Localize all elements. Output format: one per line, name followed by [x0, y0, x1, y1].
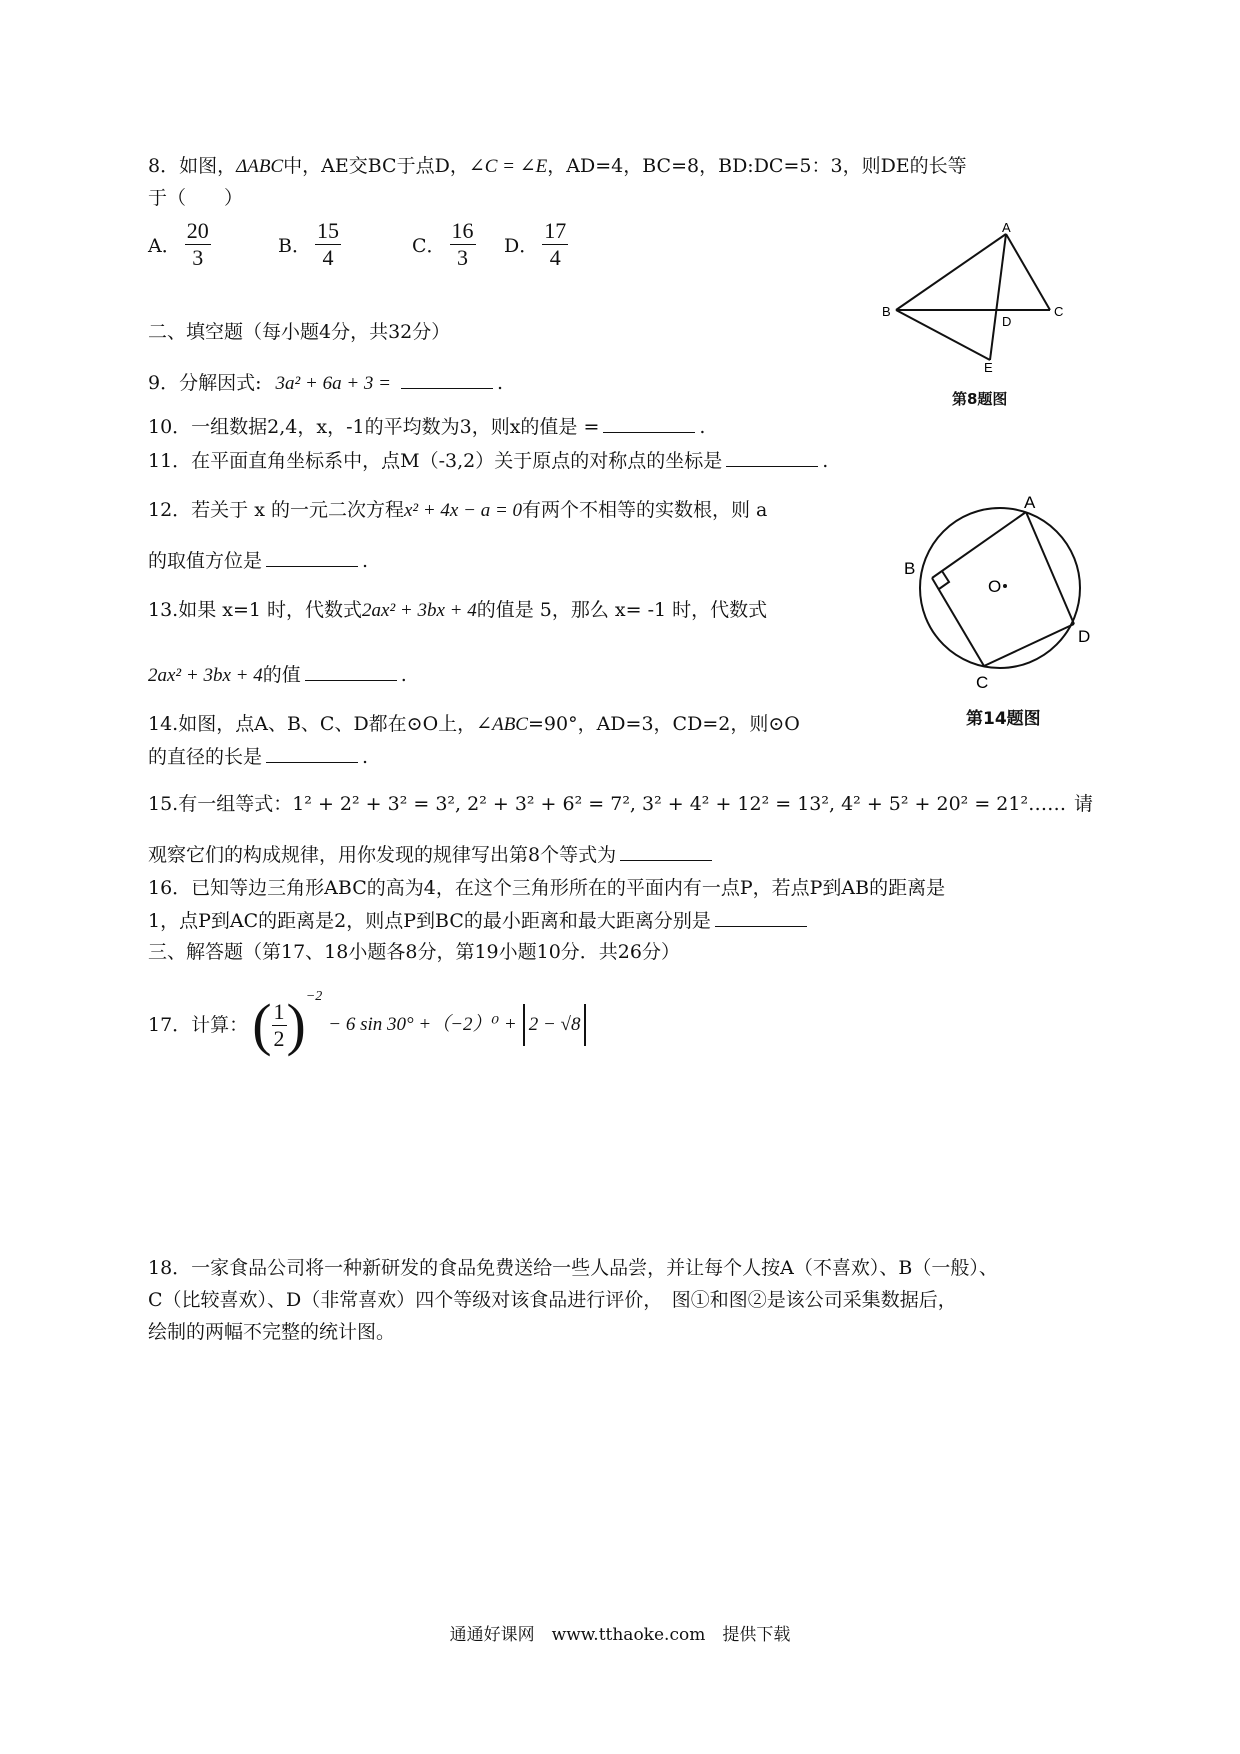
segment-ab [932, 512, 1026, 578]
answer-blank[interactable] [715, 908, 807, 927]
q16-line1: 16．已知等边三角形ABC的高为4，在这个三角形所在的平面内有一点P，若点P到AB的距离是 [148, 877, 946, 899]
label-d: D [1002, 314, 1012, 329]
answer-blank[interactable] [305, 662, 397, 681]
label-e: E [984, 360, 993, 372]
segment-be [896, 310, 990, 360]
q8-line2: 于（ ） [148, 187, 244, 209]
answer-blank[interactable] [266, 548, 358, 567]
answer-blank[interactable] [726, 448, 818, 467]
right-angle-mark [939, 571, 949, 589]
q9-expression: 3a² + 6a + 3 = [275, 373, 391, 394]
q17-rest: − 6 sin 30° +（−2）⁰ + [328, 1014, 517, 1035]
q12-line1: 12．若关于 x 的一元二次方程x² + 4x − a = 0有两个不相等的实数根，则 a [148, 499, 768, 521]
q8-line1: 8．如图，ΔABC中，AE交BC于点D，∠C = ∠E，AD=4，BC=8，BD:DC=5：3，则DE的长等 [148, 155, 967, 177]
option-fraction: $\frac{15}{4}$ [316, 218, 339, 270]
q8-option-a: A． $\frac{20}{3}$ [148, 218, 209, 270]
segment-ba [896, 234, 1006, 310]
q10: 10．一组数据2,4，x，-1的平均数为3，则x的值是 = . [148, 416, 706, 438]
label-a: A [1002, 222, 1011, 235]
center-dot [1003, 584, 1007, 588]
q8-triangle: ΔABC [236, 156, 284, 177]
q8-option-b: B． $\frac{15}{4}$ [278, 218, 339, 270]
answer-blank[interactable] [620, 842, 712, 861]
q14-line2: 的直径的长是 . [148, 746, 369, 768]
q14-line1: 14.如图，点A、B、C、D都在⊙O上，∠ABC=90°，AD=3，CD=2，则⊙O [148, 713, 800, 735]
label-c: C [976, 673, 989, 692]
option-fraction: $\frac{20}{3}$ [186, 218, 209, 270]
segment-ac [1006, 234, 1050, 310]
q18-line3: 绘制的两幅不完整的统计图。 [148, 1321, 396, 1343]
right-paren: ) [286, 992, 306, 1057]
q15-line2: 观察它们的构成规律，用你发现的规律写出第8个等式为 [148, 842, 716, 867]
q14-figure-caption: 第14题图 [966, 709, 1041, 729]
option-fraction: $\frac{16}{3}$ [451, 218, 474, 270]
q12-line2: 的取值方位是 . [148, 550, 369, 572]
segment-ae [990, 234, 1006, 360]
label-b: B [904, 559, 916, 578]
q13-line1: 13.如果 x=1 时，代数式2ax² + 3bx + 4的值是 5，那么 x= -1 时，代数式 [148, 599, 768, 621]
answer-blank[interactable] [266, 744, 358, 763]
q11: 11．在平面直角坐标系中，点M（-3,2）关于原点的对称点的坐标是 . [148, 450, 829, 472]
answer-blank[interactable] [401, 370, 493, 389]
segment-cd [984, 624, 1074, 666]
q18-line1: 18．一家食品公司将一种新研发的食品免费送给一些人品尝，并让每个人按A（不喜欢）、B（一般）、 [148, 1257, 998, 1279]
q16-line2: 1，点P到AC的距离是2，则点P到BC的最小距离和最大距离分别是 [148, 908, 811, 933]
q8-figure [880, 222, 1080, 372]
q8-angle: ∠C = ∠E [468, 156, 548, 177]
segment-da [1026, 512, 1074, 624]
label-d: D [1078, 627, 1091, 646]
q17: 17．计算： ( $\frac{1}{2}$ ) −2 − 6 sin 30° +（−2）⁰ + 2 − √8 [148, 996, 586, 1054]
label-b: B [882, 304, 891, 319]
q14-figure [900, 494, 1100, 694]
q15-line1: 15.有一组等式：1² + 2² + 3² = 3², 2² + 3² + 6² = 7², 3² + 4² + 12² = 13², 4² + 5² + 20² = 21²…… [148, 793, 1067, 815]
option-fraction: $\frac{17}{4}$ [544, 218, 567, 270]
section-3-title: 三、解答题（第17、18小题各8分，第19小题10分．共26分） [148, 941, 680, 963]
q8-option-d: D． $\frac{17}{4}$ [504, 218, 567, 270]
q8-option-c: C． $\frac{16}{3}$ [412, 218, 474, 270]
label-a: A [1024, 494, 1036, 512]
q13-expression-2: 2ax² + 3bx + 4 [148, 665, 263, 686]
q17-absolute-value: 2 − √8 [523, 1004, 587, 1046]
section-2-title: 二、填空题（每小题4分，共32分） [148, 321, 451, 343]
label-o: O [988, 577, 1002, 596]
page-footer: 通通好课网 www.tthaoke.com 提供下载 [449, 1625, 791, 1645]
q13-expression: 2ax² + 3bx + 4 [362, 600, 477, 621]
q13-line2: 2ax² + 3bx + 4的值 . [148, 664, 407, 686]
q17-exponent: −2 [305, 989, 323, 1004]
label-c: C [1054, 304, 1064, 319]
q15-line1-end: 请 [1074, 793, 1094, 815]
q8-figure-caption: 第8题图 [952, 390, 1008, 408]
left-paren: ( [252, 992, 272, 1057]
q12-equation: x² + 4x − a = 0 [403, 500, 523, 521]
segment-bc [932, 578, 984, 666]
q14-angle: ∠ABC [476, 714, 528, 735]
answer-blank[interactable] [603, 414, 695, 433]
q9: 9．分解因式: 3a² + 6a + 3 = . [148, 372, 504, 394]
q17-fraction: $\frac{1}{2}$ [273, 998, 285, 1051]
q18-line2: C（比较喜欢）、D（非常喜欢）四个等级对该食品进行评价， 图①和图②是该公司采集数据后， [148, 1289, 957, 1311]
